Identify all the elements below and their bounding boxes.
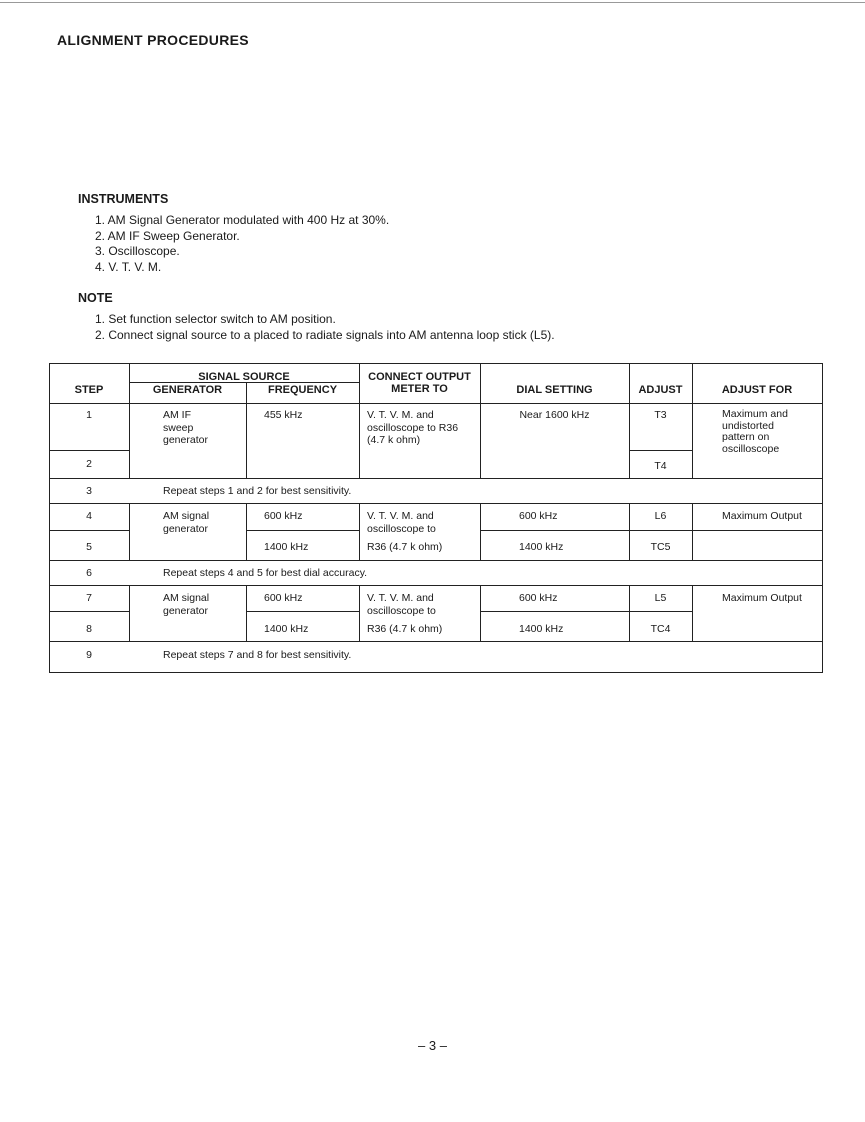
connect-cell: R36 (4.7 k ohm)	[367, 623, 443, 635]
header-adjust: ADJUST	[638, 384, 683, 396]
list-item: 4. V. T. V. M.	[95, 259, 162, 274]
step-number: 9	[86, 649, 92, 661]
header-frequency: FREQUENCY	[267, 384, 338, 396]
repeat-note: Repeat steps 1 and 2 for best sensitivity.	[163, 485, 352, 497]
adjust-cell: T4	[654, 460, 667, 472]
adjust-for-cell: Maximum and undistorted pattern on oscilloscope	[722, 408, 788, 455]
repeat-note: Repeat steps 4 and 5 for best dial accuracy.	[163, 567, 368, 579]
header-connect-output: CONNECT OUTPUT METER TO	[368, 371, 471, 395]
step-number: 2	[86, 458, 92, 470]
adjust-cell: TC4	[650, 623, 671, 635]
dial-cell: 600 kHz	[519, 510, 558, 522]
alignment-table	[49, 363, 823, 673]
connect-cell: V. T. V. M. and oscilloscope to	[367, 592, 436, 617]
top-rule	[0, 2, 865, 3]
list-item: 2. Connect signal source to a placed to radiate signals into AM antenna loop stick (L5).	[95, 327, 555, 342]
generator-cell: AM signal generator	[163, 510, 210, 535]
step-number: 1	[86, 409, 92, 421]
dial-cell: 1400 kHz	[519, 623, 564, 635]
step-number: 8	[86, 623, 92, 635]
step-number: 3	[86, 485, 92, 497]
generator-cell: AM IF sweep generator	[163, 409, 208, 446]
dial-cell: 600 kHz	[519, 592, 558, 604]
repeat-note: Repeat steps 7 and 8 for best sensitivity.	[163, 649, 352, 661]
note-list	[95, 312, 555, 343]
list-item: 1. Set function selector switch to AM position.	[95, 312, 336, 326]
step-number: 4	[86, 510, 92, 522]
adjust-cell: L5	[654, 592, 667, 604]
page-title: ALIGNMENT PROCEDURES	[57, 32, 249, 48]
list-item: 2. AM IF Sweep Generator.	[95, 228, 240, 243]
page-number: – 3 –	[418, 1038, 447, 1053]
frequency-cell: 1400 kHz	[264, 623, 309, 635]
header-adjust-for: ADJUST FOR	[721, 384, 793, 396]
dial-cell: Near 1600 kHz	[519, 409, 590, 421]
step-number: 7	[86, 592, 92, 604]
dial-cell: 1400 kHz	[519, 541, 564, 553]
adjust-for-cell: Maximum Output	[722, 592, 802, 604]
step-number: 5	[86, 541, 92, 553]
note-heading: NOTE	[78, 291, 113, 305]
frequency-cell: 455 kHz	[264, 409, 303, 421]
frequency-cell: 1400 kHz	[264, 541, 309, 553]
header-signal-source: SIGNAL SOURCE	[198, 371, 290, 383]
header-generator: GENERATOR	[152, 384, 223, 396]
adjust-cell: L6	[654, 510, 667, 522]
step-number: 6	[86, 567, 92, 579]
generator-cell: AM signal generator	[163, 592, 210, 617]
adjust-cell: TC5	[650, 541, 671, 553]
connect-cell: V. T. V. M. and oscilloscope to	[367, 510, 436, 535]
connect-cell: R36 (4.7 k ohm)	[367, 541, 443, 553]
instruments-list	[95, 213, 389, 275]
connect-cell: V. T. V. M. and oscilloscope to R36 (4.7 k ohm)	[367, 409, 459, 446]
header-dial-setting: DIAL SETTING	[516, 384, 593, 396]
frequency-cell: 600 kHz	[264, 592, 303, 604]
adjust-cell: T3	[654, 409, 667, 421]
list-item: 3. Oscilloscope.	[95, 244, 180, 258]
header-step: STEP	[74, 384, 104, 396]
adjust-for-cell: Maximum Output	[722, 510, 802, 522]
instruments-heading: INSTRUMENTS	[78, 192, 169, 206]
frequency-cell: 600 kHz	[264, 510, 303, 522]
list-item: 1. AM Signal Generator modulated with 400 Hz at 30%.	[95, 213, 390, 227]
